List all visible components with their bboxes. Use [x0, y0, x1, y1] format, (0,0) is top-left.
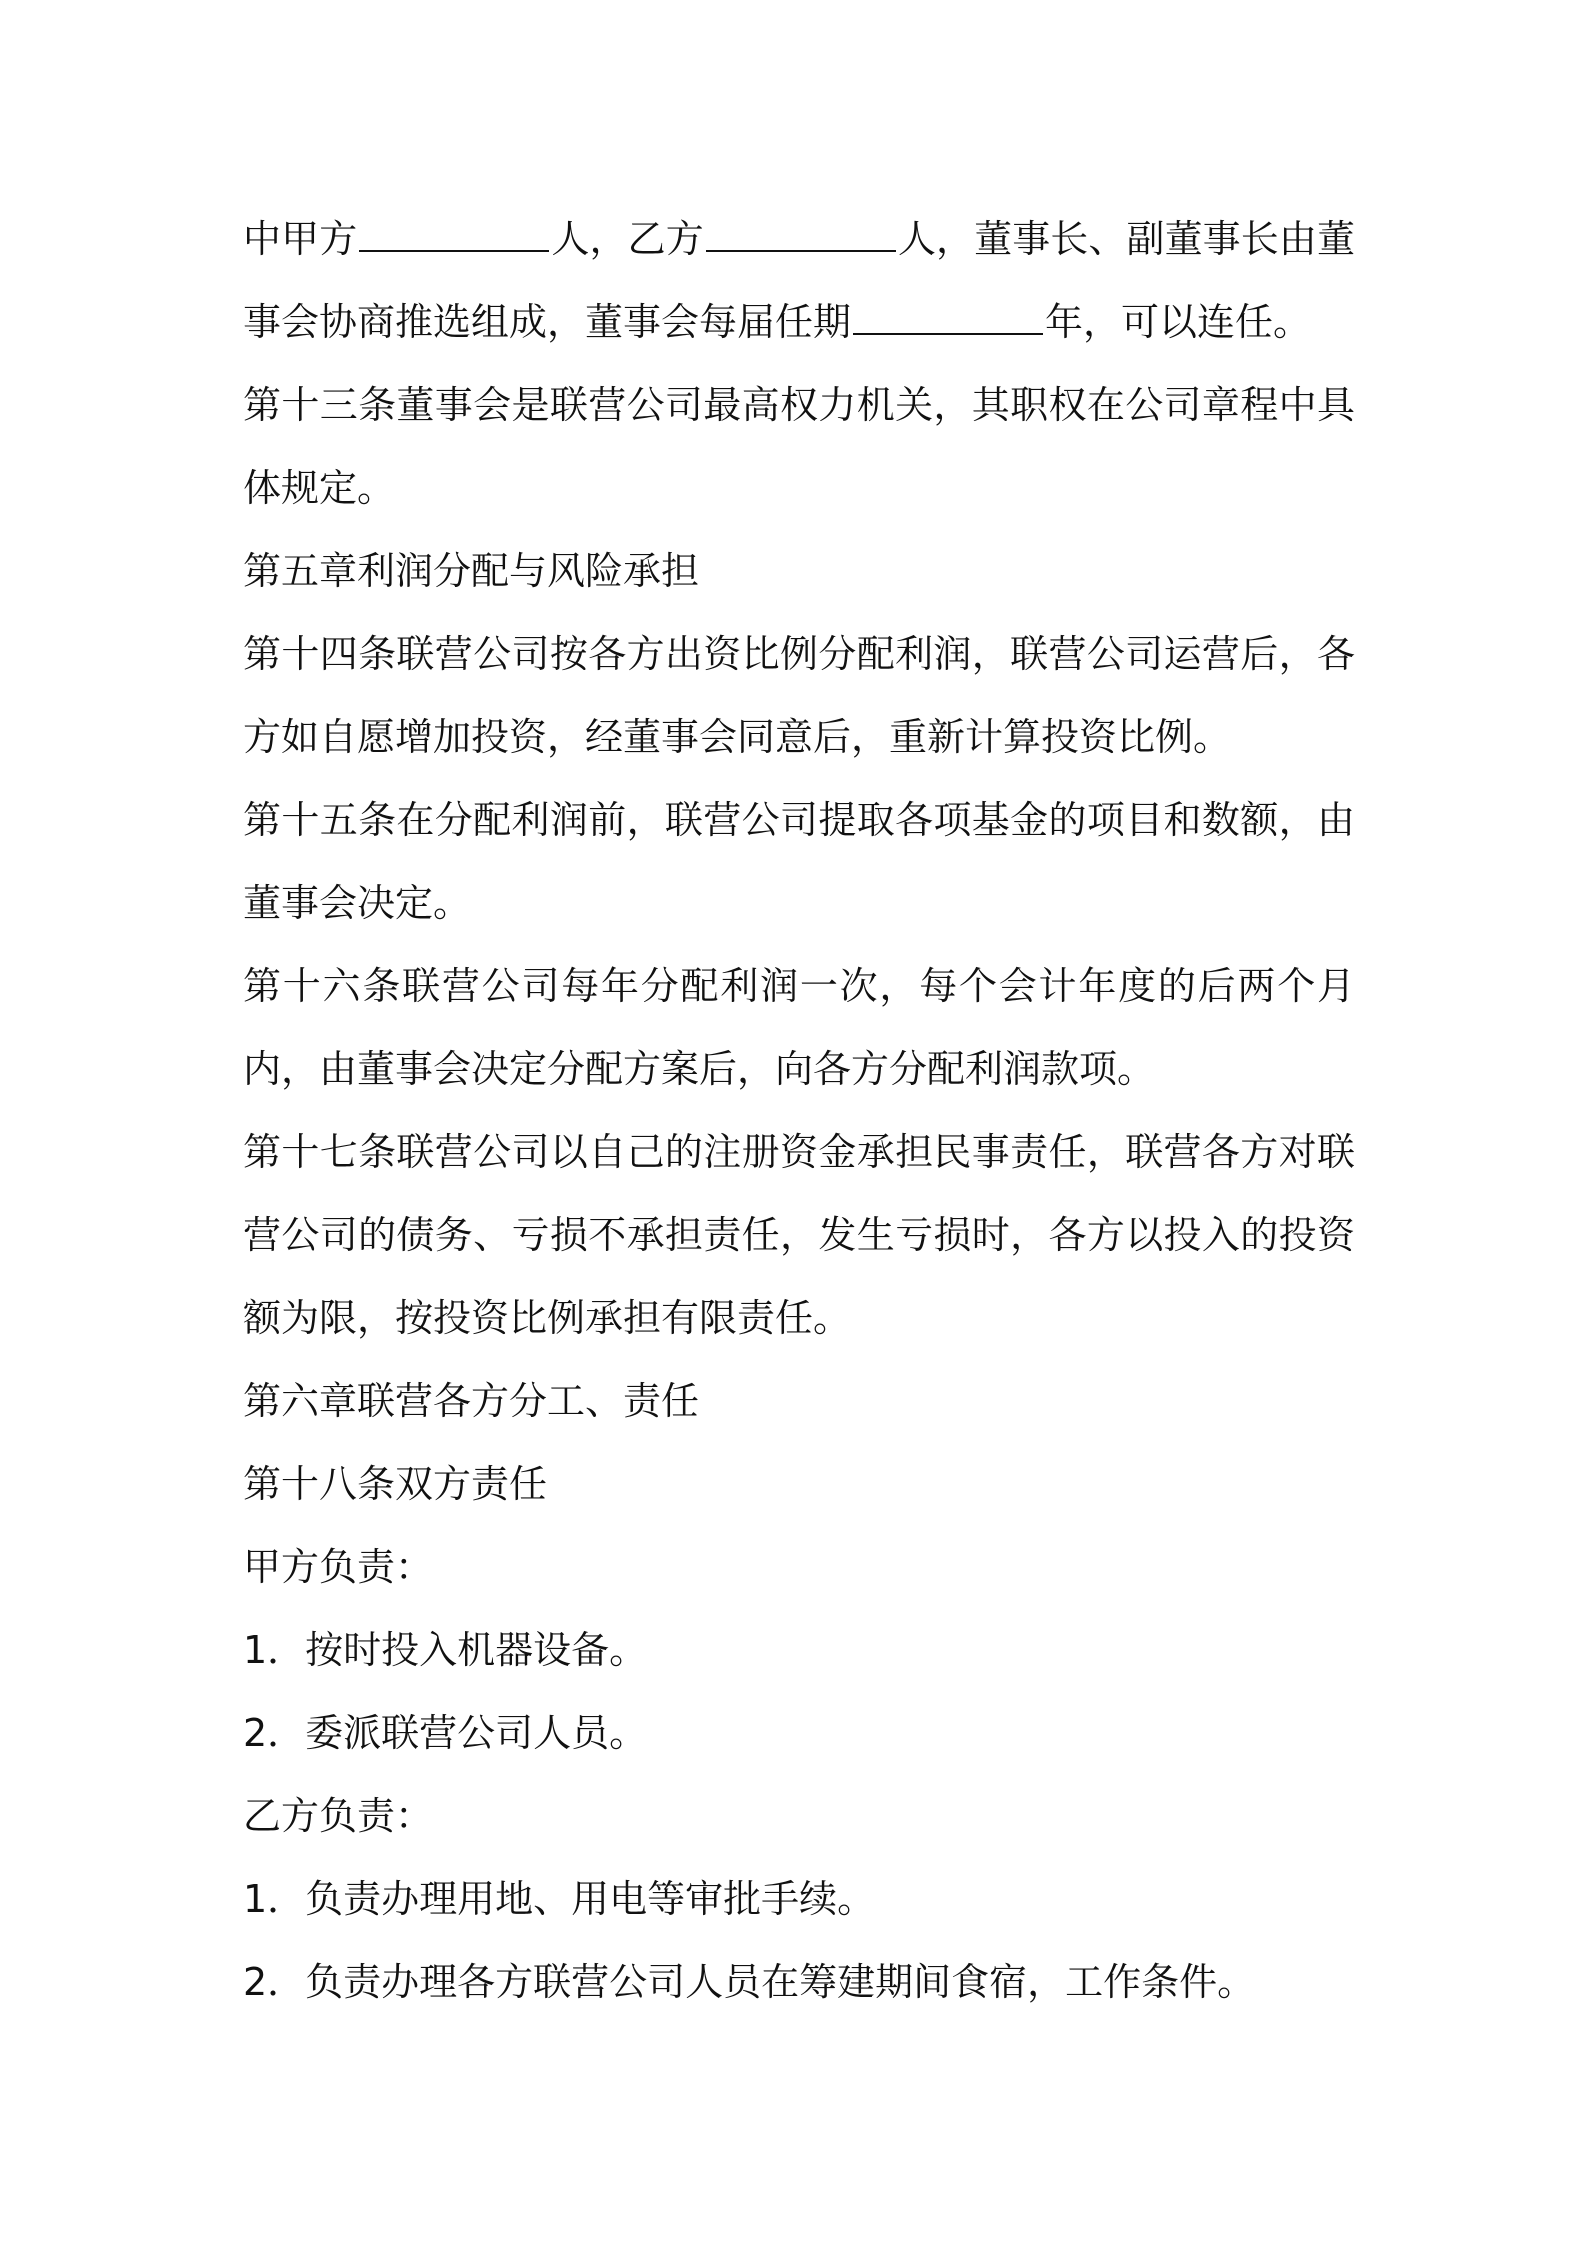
fill-in-blank[interactable]	[359, 216, 549, 252]
text-segment: 年，可以连任。	[1045, 300, 1312, 344]
article-17: 第十七条联营公司以自己的注册资金承担民事责任，联营各方对联营公司的债务、亏损不承担责任，发生亏损时，各方以投入的投资额为限，按投资比例承担有限责任。	[243, 1130, 1355, 1340]
party-a-item-2: 2．委派联营公司人员。	[243, 1711, 648, 1755]
party-b-item-1: 1．负责办理用地、用电等审批手续。	[243, 1877, 876, 1921]
article-15: 第十五条在分配利润前，联营公司提取各项基金的项目和数额，由董事会决定。	[243, 798, 1355, 925]
article-14: 第十四条联营公司按各方出资比例分配利润，联营公司运营后，各方如自愿增加投资，经董事会同意后，重新计算投资比例。	[243, 632, 1355, 759]
article-13: 第十三条董事会是联营公司最高权力机关，其职权在公司章程中具体规定。	[243, 383, 1355, 510]
chapter-5-heading: 第五章利润分配与风险承担	[243, 549, 700, 593]
fill-in-blank[interactable]	[706, 216, 896, 252]
article-18: 第十八条双方责任	[243, 1462, 548, 1506]
document-body	[243, 198, 1355, 2024]
paragraph-board-composition	[243, 198, 1355, 364]
chapter-6-heading: 第六章联营各方分工、责任	[243, 1379, 700, 1423]
article-16: 第十六条联营公司每年分配利润一次，每个会计年度的后两个月内，由董事会决定分配方案后，向各方分配利润款项。	[243, 964, 1355, 1091]
party-a-heading: 甲方负责：	[243, 1545, 434, 1589]
party-a-item-1: 1．按时投入机器设备。	[243, 1628, 648, 1672]
text-segment: 人，董事长、副董事长由董事会协商推选组成，董事会每届任期	[243, 217, 1355, 344]
text-segment: 中甲方	[243, 217, 358, 261]
text-segment: 人，乙方	[551, 217, 704, 261]
party-b-heading: 乙方负责：	[243, 1794, 434, 1838]
party-b-item-2: 2．负责办理各方联营公司人员在筹建期间食宿，工作条件。	[243, 1960, 1256, 2004]
fill-in-blank[interactable]	[853, 299, 1043, 335]
